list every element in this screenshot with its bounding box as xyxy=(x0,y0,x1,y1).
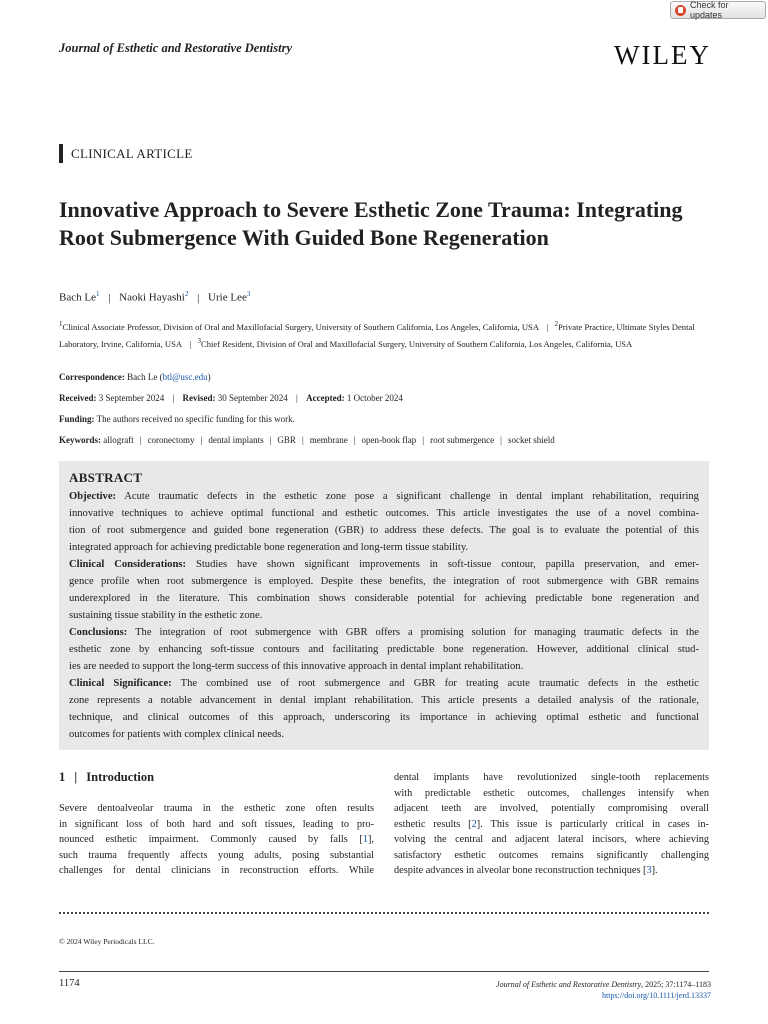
author-separator: | xyxy=(197,291,200,304)
abstract-line: esthetic zone by enhancing soft-tissue contours and facilitating predictable bone regeneration. However, additional clinical stud- xyxy=(69,644,699,655)
keyword: dental implants xyxy=(208,435,264,445)
abstract-line: outcomes for patients with complex clinical needs. xyxy=(69,729,285,740)
abstract-text: Studies have shown significant improvements in soft-tissue contour, papilla preservation, and emer- xyxy=(195,559,699,570)
author-name[interactable]: Bach Le xyxy=(59,291,96,304)
body-line: in significant loss of both hard and soft tissues, leading to pro- xyxy=(59,819,374,830)
affiliation-number: 3 xyxy=(197,337,201,346)
body-line: with predictable esthetic outcomes, challenges intensify when xyxy=(394,788,709,799)
date-separator: | xyxy=(172,393,175,403)
abstract-box xyxy=(59,461,709,750)
conclusions-label: Conclusions: xyxy=(69,627,128,638)
citation-link[interactable]: 1 xyxy=(362,834,368,845)
keyword-separator: | xyxy=(500,435,502,445)
keyword: open-book flap xyxy=(361,435,417,445)
keywords-label: Keywords: xyxy=(59,435,101,445)
objective-label: Objective: xyxy=(69,491,117,502)
footer-volume-pages: , 2025; 37:1174–1183 xyxy=(641,980,711,989)
accepted-label: Accepted: xyxy=(306,393,345,403)
body-line xyxy=(59,832,374,848)
affiliation-ref[interactable]: 1 xyxy=(95,290,100,298)
abstract-text: Acute traumatic defects in the esthetic zone pose a significant challenge in dental implant rehabilitation, requiring xyxy=(124,491,699,502)
doi-link[interactable]: https://doi.org/10.1111/jerd.13337 xyxy=(602,991,711,1000)
body-text: ], xyxy=(367,834,374,845)
check-for-updates-button[interactable] xyxy=(670,1,766,19)
revised-label: Revised: xyxy=(182,393,216,403)
date-separator: | xyxy=(296,393,298,403)
citation-link[interactable]: 2 xyxy=(471,819,477,830)
abstract-line xyxy=(69,488,699,505)
accepted-date: 1 October 2024 xyxy=(346,393,403,403)
body-line: satisfactory esthetic outcomes remains significantly challenging xyxy=(394,850,709,861)
abstract-text: The combined use of root submergence and GBR for treating acute traumatic defects in the esthetic xyxy=(180,678,699,689)
abstract-line: underexplored in the literature. This combination shows considerable potential for achieving predictable bone regeneration and xyxy=(69,593,699,604)
keywords-line xyxy=(59,435,555,445)
section-heading xyxy=(59,770,154,785)
body-line: Severe dentoalveolar trauma in the esthetic zone often results xyxy=(59,803,374,814)
page-number: 1174 xyxy=(59,978,80,989)
article-title: Innovative Approach to Severe Esthetic Zone Trauma: Integrating Root Submergence With Guided Bone Regeneration xyxy=(59,197,683,250)
article-type-label: CLINICAL ARTICLE xyxy=(59,144,193,163)
clinical-significance-label: Clinical Significance: xyxy=(69,678,172,689)
keyword: root submergence xyxy=(430,435,495,445)
body-line: challenges for dental clinicians in reconstruction efforts. While xyxy=(59,865,374,876)
journal-name: Journal of Esthetic and Restorative Dentistry xyxy=(59,41,293,55)
footer-citation xyxy=(496,979,711,1001)
section-title: Introduction xyxy=(86,770,155,784)
funding-line xyxy=(59,414,295,424)
affiliation-3: Chief Resident, Division of Oral and Maxillofacial Surgery, University of Southern California, Los Angeles, California, USA xyxy=(200,339,633,350)
affiliation-separator: | xyxy=(189,339,192,350)
affiliation-1: Clinical Associate Professor, Division of Oral and Maxillofacial Surgery, University of Southern California, Los Angeles, California, USA xyxy=(62,321,539,332)
keyword: GBR xyxy=(277,435,296,445)
keyword-separator: | xyxy=(422,435,425,445)
affiliation-ref[interactable]: 3 xyxy=(246,290,251,298)
correspondence-name: Bach Le xyxy=(127,372,158,382)
affiliation-number: 1 xyxy=(59,320,63,328)
body-line: such trauma frequently affects young adults, posing substantial xyxy=(59,850,374,861)
author-list xyxy=(59,290,250,304)
body-line xyxy=(394,863,709,879)
check-for-updates-label: Check for updates xyxy=(690,0,729,20)
funding-text: The authors received no specific funding for this work. xyxy=(96,414,295,424)
author-name[interactable]: Naoki Hayashi xyxy=(119,291,185,304)
citation-link[interactable]: 3 xyxy=(646,865,652,876)
body-text: nounced esthetic impairment. Commonly caused by falls [ xyxy=(59,834,363,845)
footer-divider xyxy=(59,971,709,972)
correspondence-line: Correspondence: Bach Le (btl@usc.edu) xyxy=(59,372,211,382)
body-text: despite advances in alveolar bone reconstruction techniques [ xyxy=(394,865,647,876)
abstract-line: integrated approach for achieving predictable bone regeneration and long-term tissue stability. xyxy=(69,542,469,553)
abstract-line: sustaining tissue stability in the esthetic zone. xyxy=(69,610,263,621)
correspondence-label: Correspondence: xyxy=(59,372,125,382)
abstract-line: tion of root submergence and guided bone regeneration (GBR) to address these defects. The goal is to evaluate the potential of this xyxy=(69,525,699,536)
body-text: ]. This issue is particularly critical in cases in- xyxy=(476,819,709,830)
funding-label: Funding: xyxy=(59,414,95,424)
keyword-separator: | xyxy=(353,435,356,445)
correspondence-email-link[interactable]: btl@usc.edu xyxy=(162,372,208,382)
body-line: volving the central and adjacent lateral incisors, where achieving xyxy=(394,834,709,845)
keyword-separator: | xyxy=(200,435,203,445)
abstract-line: innovative techniques to achieve optimal functional and esthetic outcomes. This article investigates the use of a novel combina- xyxy=(69,508,699,519)
author-name[interactable]: Urie Lee xyxy=(208,291,247,304)
crossmark-icon xyxy=(675,5,686,16)
abstract-line: gence profile when root submergence is employed. Despite these benefits, the integration of root submergence with GBR remains xyxy=(69,576,699,587)
affiliation-2: Private Practice, Ultimate Styles Dental Laboratory, Irvine, California, USA xyxy=(59,321,695,350)
abstract-line: ies are needed to support the long-term success of this innovative approach in dental implant rehabilitation. xyxy=(69,661,524,672)
affiliations xyxy=(59,317,719,352)
body-text: esthetic results [ xyxy=(394,819,472,830)
keyword: allograft xyxy=(103,435,134,445)
keyword: socket shield xyxy=(507,435,555,445)
received-label: Received: xyxy=(59,393,97,403)
section-separator: | xyxy=(74,770,78,784)
abstract-line: technique, and clinical outcomes of this approach, underscoring its importance in achieving optimal esthetic and functional xyxy=(69,712,699,723)
affiliation-ref[interactable]: 2 xyxy=(184,290,189,298)
abstract-heading: ABSTRACT xyxy=(69,470,143,485)
revised-date: 30 September 2024 xyxy=(217,393,288,403)
body-line: dental implants have revolutionized single-tooth replacements xyxy=(394,772,709,783)
affiliation-separator: | xyxy=(546,321,549,332)
clinical-considerations-label: Clinical Considerations: xyxy=(69,559,187,570)
copyright-notice: © 2024 Wiley Periodicals LLC. xyxy=(59,937,155,946)
publisher-logo: WILEY xyxy=(614,40,711,70)
footnote-divider xyxy=(59,912,709,914)
affiliation-number: 2 xyxy=(554,320,558,328)
keyword-separator: | xyxy=(139,435,142,445)
dates-line xyxy=(59,393,403,403)
section-number: 1 xyxy=(59,770,66,784)
keyword: coronectomy xyxy=(147,435,195,445)
abstract-line xyxy=(69,624,699,641)
body-line: adjacent teeth are involved, potentially compromising overall xyxy=(394,803,709,814)
abstract-line xyxy=(69,675,699,692)
abstract-line xyxy=(69,556,699,573)
keyword: membrane xyxy=(309,435,348,445)
abstract-line: zone represents a notable advancement in dental implant rehabilitation. This article presents a detailed analysis of the rationale, xyxy=(69,695,699,706)
author-separator: | xyxy=(108,291,111,304)
body-line xyxy=(394,817,709,833)
received-date: 3 September 2024 xyxy=(98,393,165,403)
body-text: ]. xyxy=(651,865,658,876)
keyword-separator: | xyxy=(269,435,272,445)
abstract-text: The integration of root submergence with GBR offers a promising solution for managing traumatic defects in the xyxy=(135,627,699,638)
footer-journal-name: Journal of Esthetic and Restorative Dentistry xyxy=(496,980,642,989)
keyword-separator: | xyxy=(301,435,304,445)
